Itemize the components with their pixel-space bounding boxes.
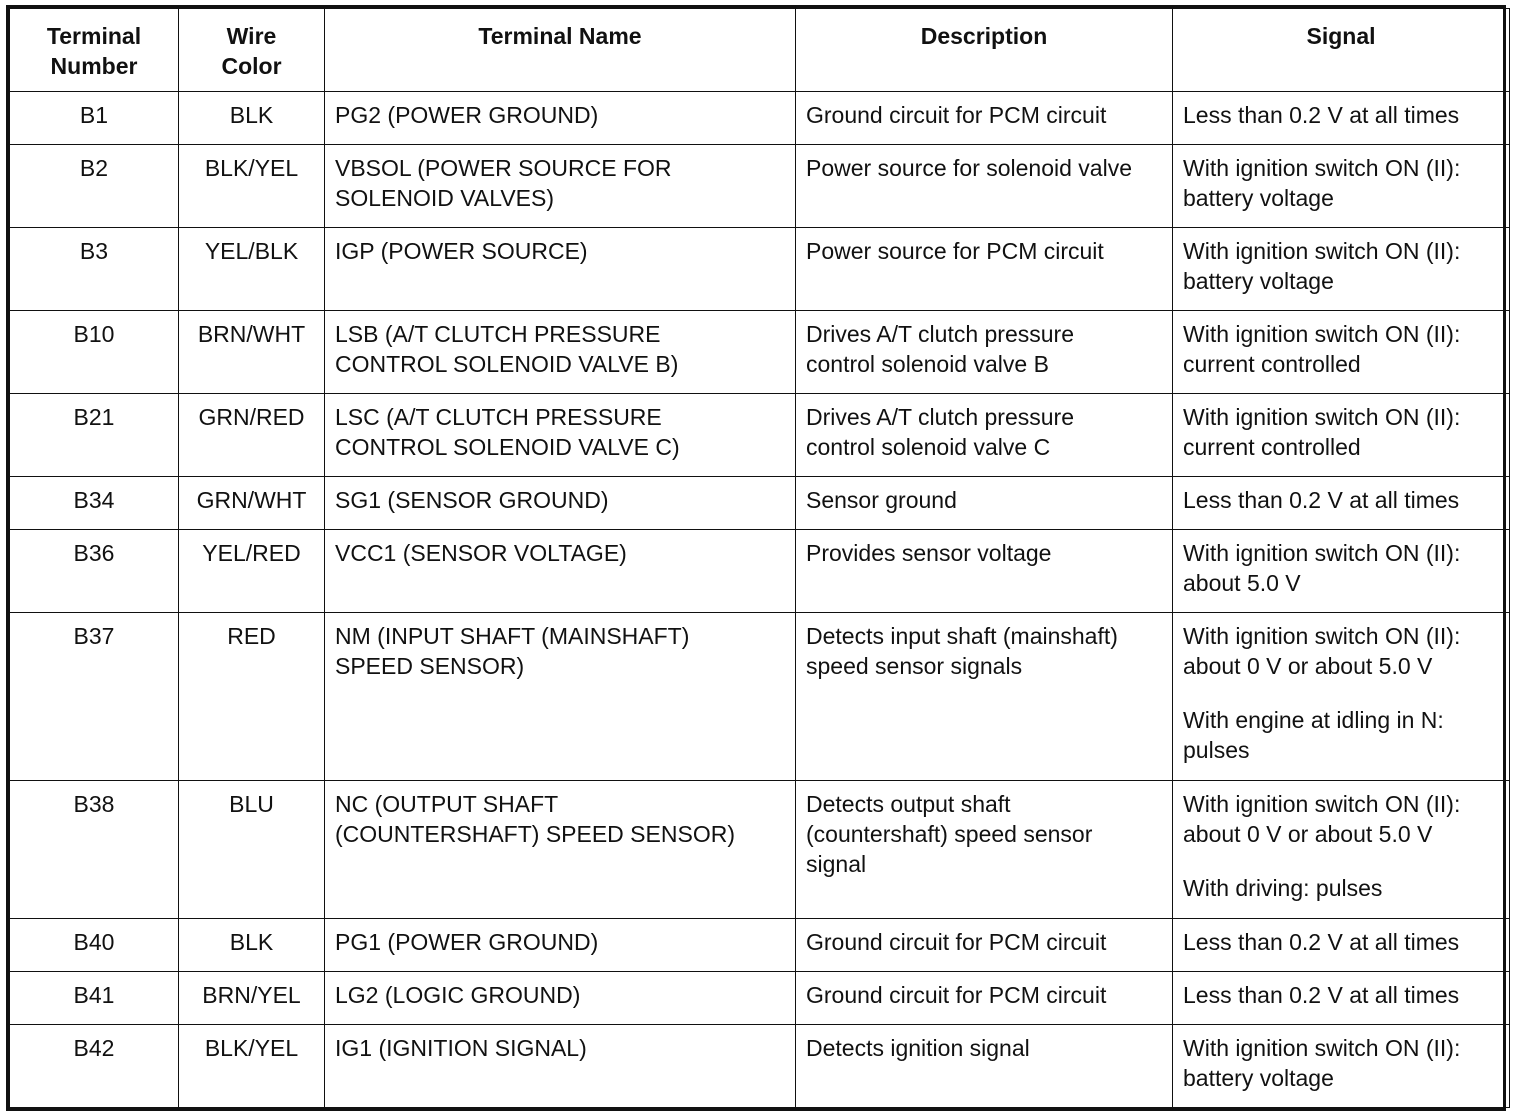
- cell-wire-color: BRN/WHT: [179, 311, 325, 394]
- table-body: [10, 92, 1510, 1108]
- signal-text: With ignition switch ON (II): about 0 V or about 5.0 V: [1183, 623, 1461, 679]
- signal-text: With driving: pulses: [1183, 875, 1383, 901]
- cell-terminal-name: LG2 (LOGIC GROUND): [325, 972, 796, 1025]
- cell-signal: [1173, 228, 1510, 311]
- table-row: [10, 919, 1510, 972]
- cell-wire-color: GRN/RED: [179, 394, 325, 477]
- cell-terminal-number: B1: [10, 92, 179, 145]
- cell-terminal-name: LSB (A/T CLUTCH PRESSURE CONTROL SOLENOID VALVE B): [325, 311, 796, 394]
- cell-wire-color: BRN/YEL: [179, 972, 325, 1025]
- cell-terminal-name: IGP (POWER SOURCE): [325, 228, 796, 311]
- cell-description: Provides sensor voltage: [796, 530, 1173, 613]
- cell-description: Sensor ground: [796, 477, 1173, 530]
- cell-wire-color: RED: [179, 613, 325, 781]
- signal-text: Less than 0.2 V at all times: [1183, 929, 1460, 955]
- cell-wire-color: BLU: [179, 781, 325, 919]
- cell-terminal-name: VCC1 (SENSOR VOLTAGE): [325, 530, 796, 613]
- signal-text: Less than 0.2 V at all times: [1183, 102, 1460, 128]
- table-row: [10, 613, 1510, 781]
- cell-description: Ground circuit for PCM circuit: [796, 92, 1173, 145]
- table-row: [10, 228, 1510, 311]
- cell-terminal-number: B36: [10, 530, 179, 613]
- table-row: [10, 1025, 1510, 1108]
- signal-text: With ignition switch ON (II): about 5.0 V: [1183, 540, 1461, 596]
- signal-text: With ignition switch ON (II): current controlled: [1183, 321, 1461, 377]
- cell-terminal-name: NM (INPUT SHAFT (MAINSHAFT) SPEED SENSOR): [325, 613, 796, 781]
- table-row: [10, 972, 1510, 1025]
- cell-wire-color: BLK: [179, 92, 325, 145]
- cell-description: Ground circuit for PCM circuit: [796, 919, 1173, 972]
- terminal-table-container: [6, 5, 1506, 1111]
- header-row: [10, 9, 1510, 92]
- cell-signal: [1173, 1025, 1510, 1108]
- header-description: Description: [796, 9, 1173, 92]
- cell-terminal-name: LSC (A/T CLUTCH PRESSURE CONTROL SOLENOID VALVE C): [325, 394, 796, 477]
- cell-signal: [1173, 919, 1510, 972]
- header-signal: Signal: [1173, 9, 1510, 92]
- cell-description: Ground circuit for PCM circuit: [796, 972, 1173, 1025]
- signal-text: With ignition switch ON (II): battery voltage: [1183, 238, 1461, 294]
- table-row: [10, 311, 1510, 394]
- table-row: [10, 92, 1510, 145]
- cell-terminal-name: PG2 (POWER GROUND): [325, 92, 796, 145]
- cell-terminal-name: SG1 (SENSOR GROUND): [325, 477, 796, 530]
- cell-terminal-name: PG1 (POWER GROUND): [325, 919, 796, 972]
- cell-terminal-number: B41: [10, 972, 179, 1025]
- table-row: [10, 530, 1510, 613]
- cell-terminal-number: B38: [10, 781, 179, 919]
- cell-signal: [1173, 530, 1510, 613]
- cell-description: Drives A/T clutch pressure control solenoid valve C: [796, 394, 1173, 477]
- table-row: [10, 781, 1510, 919]
- cell-terminal-name: NC (OUTPUT SHAFT (COUNTERSHAFT) SPEED SENSOR): [325, 781, 796, 919]
- cell-wire-color: BLK/YEL: [179, 145, 325, 228]
- cell-description: Drives A/T clutch pressure control solenoid valve B: [796, 311, 1173, 394]
- signal-text: With ignition switch ON (II): about 0 V or about 5.0 V: [1183, 791, 1461, 847]
- terminal-table: [9, 8, 1510, 1108]
- cell-terminal-number: B37: [10, 613, 179, 781]
- signal-text: With ignition switch ON (II): battery voltage: [1183, 1035, 1461, 1091]
- cell-terminal-number: B34: [10, 477, 179, 530]
- cell-terminal-number: B10: [10, 311, 179, 394]
- signal-text: Less than 0.2 V at all times: [1183, 487, 1460, 513]
- cell-signal: [1173, 613, 1510, 781]
- table-row: [10, 394, 1510, 477]
- cell-description: Detects input shaft (mainshaft) speed sensor signals: [796, 613, 1173, 781]
- cell-terminal-number: B40: [10, 919, 179, 972]
- cell-terminal-number: B42: [10, 1025, 179, 1108]
- cell-description: Detects output shaft (countershaft) speed sensor signal: [796, 781, 1173, 919]
- signal-text: With ignition switch ON (II): current controlled: [1183, 404, 1461, 460]
- cell-signal: [1173, 92, 1510, 145]
- cell-description: Power source for PCM circuit: [796, 228, 1173, 311]
- cell-terminal-name: IG1 (IGNITION SIGNAL): [325, 1025, 796, 1108]
- header-terminal-name: Terminal Name: [325, 9, 796, 92]
- cell-wire-color: BLK/YEL: [179, 1025, 325, 1108]
- cell-description: Detects ignition signal: [796, 1025, 1173, 1108]
- cell-wire-color: GRN/WHT: [179, 477, 325, 530]
- cell-signal: [1173, 477, 1510, 530]
- cell-signal: [1173, 311, 1510, 394]
- table-row: [10, 477, 1510, 530]
- cell-wire-color: YEL/RED: [179, 530, 325, 613]
- cell-wire-color: YEL/BLK: [179, 228, 325, 311]
- cell-terminal-number: B2: [10, 145, 179, 228]
- cell-terminal-number: B21: [10, 394, 179, 477]
- signal-text: With ignition switch ON (II): battery voltage: [1183, 155, 1461, 211]
- cell-signal: [1173, 145, 1510, 228]
- cell-terminal-number: B3: [10, 228, 179, 311]
- header-wire-color: Wire Color: [179, 9, 325, 92]
- cell-description: Power source for solenoid valve: [796, 145, 1173, 228]
- cell-signal: [1173, 972, 1510, 1025]
- header-terminal-number: Terminal Number: [10, 9, 179, 92]
- signal-text: With engine at idling in N: pulses: [1183, 707, 1444, 763]
- cell-signal: [1173, 781, 1510, 919]
- signal-text: Less than 0.2 V at all times: [1183, 982, 1460, 1008]
- cell-signal: [1173, 394, 1510, 477]
- table-row: [10, 145, 1510, 228]
- cell-wire-color: BLK: [179, 919, 325, 972]
- cell-terminal-name: VBSOL (POWER SOURCE FOR SOLENOID VALVES): [325, 145, 796, 228]
